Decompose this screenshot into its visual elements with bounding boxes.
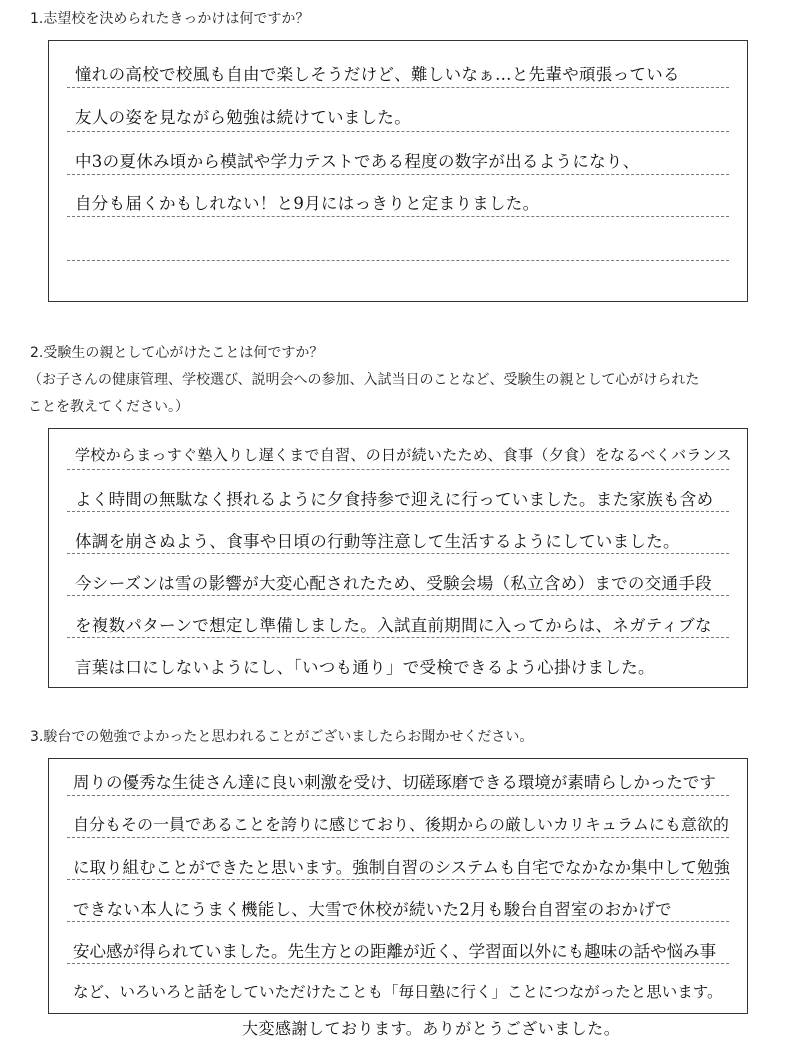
answer-3-line-1: 周りの優秀な生徒さん達に良い刺激を受け、切磋琢磨できる環境が素晴らしかったです	[73, 773, 716, 792]
answer-1-line-1: 憧れの高校で校風も自由で楽しそうだけど、難しいなぁ…と先輩や頑張っている	[75, 65, 680, 84]
ruled-line	[67, 595, 729, 596]
question-2-note-line-2: ことを教えてください。）	[28, 399, 189, 415]
answer-2-line-1: 学校からまっすぐ塾入りし遅くまで自習、の日が続いたため、食事（夕食）をなるべくバランス	[75, 446, 732, 464]
answer-2-line-3: 体調を崩さぬよう、食事や日頃の行動等注意して生活するようにしていました。	[75, 532, 680, 551]
ruled-line	[67, 963, 729, 964]
ruled-line	[67, 553, 729, 554]
answer-2-line-5: を複数パターンで想定し準備しました。入試直前期間に入ってからは、ネガティブな	[75, 616, 712, 635]
answer-3-line-3: に取り組むことができたと思います。強制自習のシステムも自宅でなかなか集中して勉強	[73, 858, 731, 877]
question-2: 2.受験生の親として心がけたことは何ですか？	[30, 345, 324, 361]
ruled-line	[67, 469, 729, 470]
ruled-line	[67, 131, 729, 132]
answer-1-line-3: 中3の夏休み頃から模試や学力テストである程度の数字が出るようになり、	[75, 152, 640, 171]
answer-1-line-2: 友人の姿を見ながら勉強は続けていました。	[75, 108, 411, 127]
answer-3-line-2: 自分もその一員であることを誇りに感じており、後期からの厳しいカリキュラムにも意欲的	[73, 815, 729, 834]
ruled-line	[67, 637, 729, 638]
closing-remark: 大変感謝しております。ありがとうございました。	[242, 1019, 621, 1038]
ruled-line	[67, 921, 729, 922]
ruled-line	[67, 260, 729, 261]
question-3: 3.駿台での勉強でよかったと思われることがございましたらお聞かせください。	[30, 729, 534, 745]
answer-2-line-6: 言葉は口にしないようにし、「いつも通り」で受検できるよう心掛けました。	[75, 658, 655, 677]
answer-2-line-4: 今シーズンは雪の影響が大変心配されたため、受験会場（私立含め）までの交通手段	[75, 574, 712, 593]
answer-3-line-4: できない本人にうまく機能し、大雪で休校が続いた2月も駿台自習室のおかげで	[73, 900, 672, 919]
ruled-line	[67, 795, 729, 796]
ruled-line	[67, 216, 729, 217]
answer-box-2	[48, 428, 748, 688]
answer-1-line-4: 自分も届くかもしれない！と9月にはっきりと定まりました。	[75, 194, 540, 213]
ruled-line	[67, 837, 729, 838]
answer-3-line-6: など、いろいろと話をしていただけたことも「毎日塾に行く」ことにつながったと思います。	[73, 983, 723, 1001]
ruled-line	[67, 87, 729, 88]
answer-2-line-2: よく時間の無駄なく摂れるように夕食持参で迎えに行っていました。また家族も含め	[75, 490, 714, 509]
answer-box-3	[48, 758, 748, 1014]
ruled-line	[67, 511, 729, 512]
answer-3-line-5: 安心感が得られていました。先生方との距離が近く、学習面以外にも趣味の話や悩み事	[73, 942, 717, 961]
answer-box-1	[48, 40, 748, 302]
ruled-line	[67, 879, 729, 880]
question-1: 1.志望校を決められたきっかけは何ですか？	[30, 11, 310, 27]
question-2-note-line-1: （お子さんの健康管理、学校選び、説明会への参加、入試当日のことなど、受験生の親として心がけられた	[28, 372, 700, 388]
ruled-line	[67, 174, 729, 175]
